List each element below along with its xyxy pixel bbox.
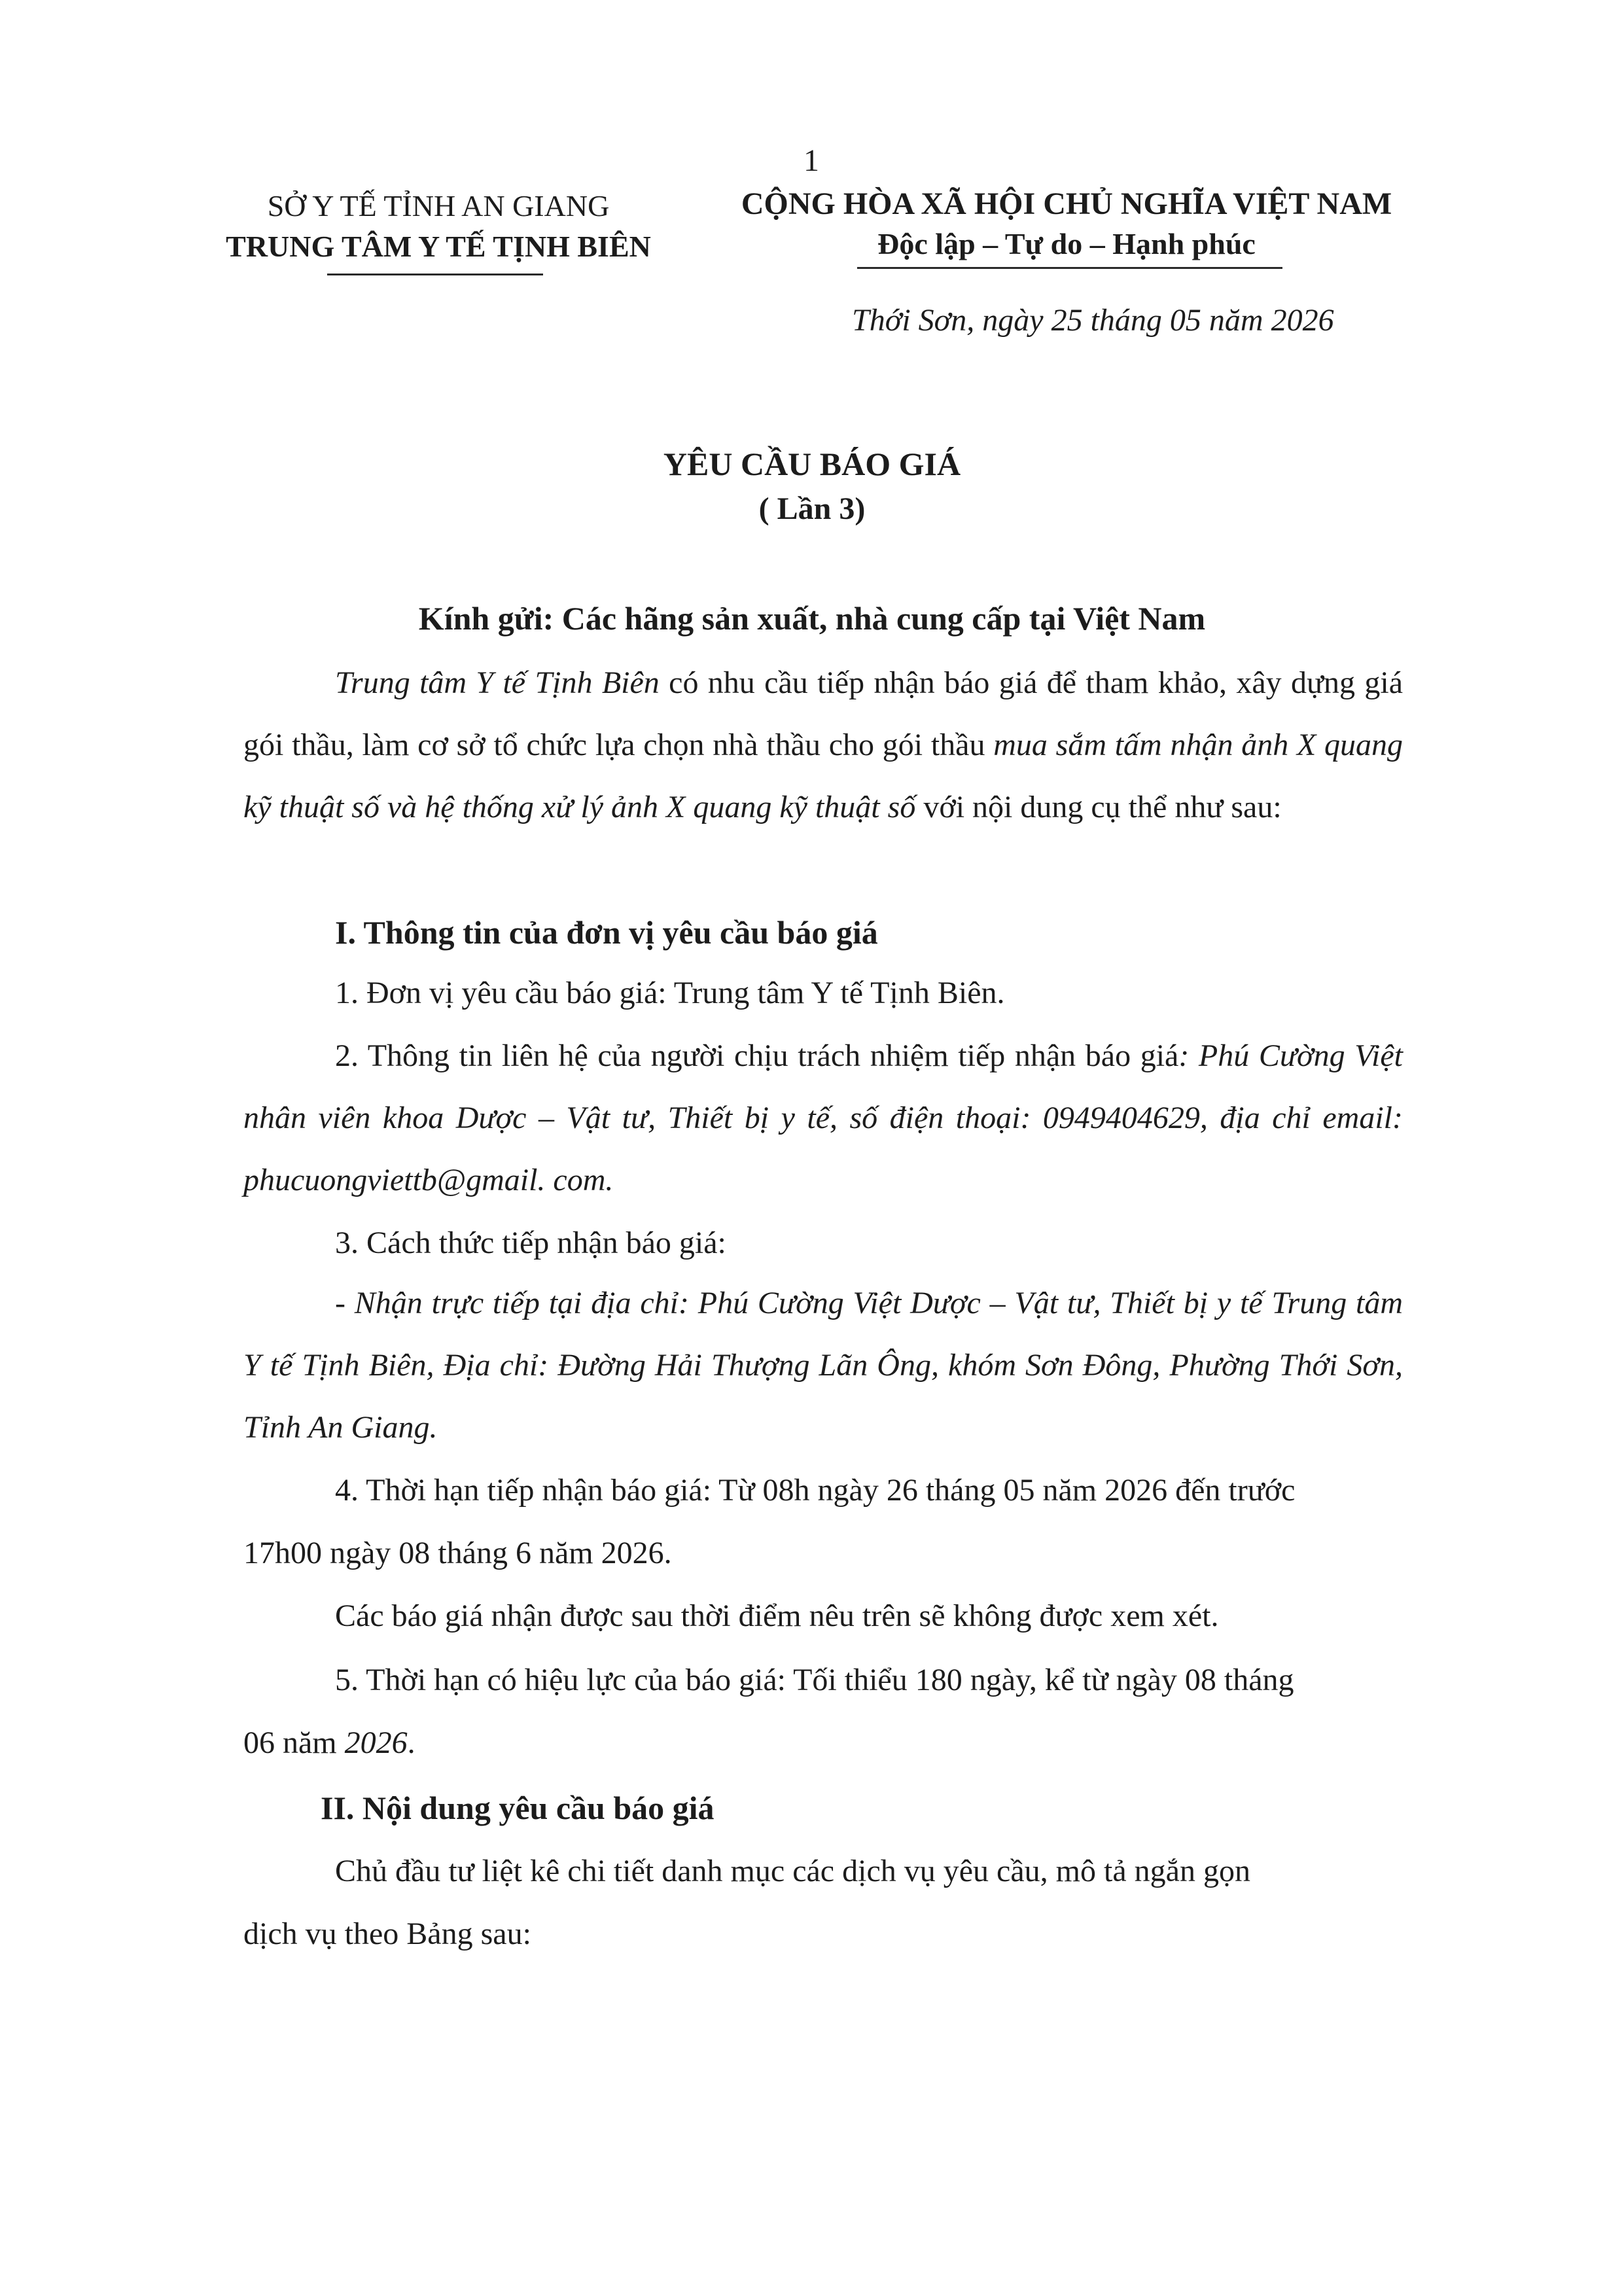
intro-package: mua sắm tấm nhận ảnh X quang kỹ thuật số và hệ thống xử lý ảnh X quang kỹ thuật số — [243, 728, 1403, 824]
section-1-item-5-line-1: 5. Thời hạn có hiệu lực của báo giá: Tối thiểu 180 ngày, kể từ ngày 08 tháng — [335, 1663, 1294, 1697]
section-1-item-2 — [243, 1025, 1403, 1211]
date-line: Thới Sơn, ngày 25 tháng 05 năm 2026 — [852, 303, 1334, 338]
item-2-contact: : Phú Cường Việt nhân viên khoa Dược – Vật tư, Thiết bị y tế, số điện thoại: 0949404629, địa chỉ email: phucuongviettb@gmail. com. — [243, 1038, 1403, 1197]
section-1-item-1: 1. Đơn vị yêu cầu báo giá: Trung tâm Y tế Tịnh Biên. — [335, 976, 1005, 1010]
left-header-underline — [327, 274, 543, 275]
right-header-underline — [857, 267, 1282, 269]
item-5-text-c: . — [407, 1725, 415, 1760]
agency-name: SỞ Y TẾ TỈNH AN GIANG — [267, 189, 610, 222]
document-subtitle: ( Lần 3) — [758, 491, 866, 526]
page-number: 1 — [803, 143, 819, 178]
item-5-text-a: 06 năm — [243, 1725, 345, 1760]
section-1-item-3: 3. Cách thức tiếp nhận báo giá: — [335, 1226, 726, 1260]
intro-text-1: có nhu cầu tiếp nhận báo giá để tham khảo, xây dựng giá gói thầu, làm cơ sở tổ chức lựa chọn nhà thầu cho gói thầu — [243, 665, 1403, 762]
section-1-heading: I. Thông tin của đơn vị yêu cầu báo giá — [335, 914, 878, 951]
section-2-text-line-1: Chủ đầu tư liệt kê chi tiết danh mục các dịch vụ yêu cầu, mô tả ngắn gọn — [335, 1854, 1250, 1888]
national-title: CỘNG HÒA XÃ HỘI CHỦ NGHĨA VIỆT NAM — [741, 186, 1392, 221]
item-3-detail-text: - Nhận trực tiếp tại địa chỉ: Phú Cường Việt Dược – Vật tư, Thiết bị y tế Trung tâm Y tế Tịnh Biên, Địa chỉ: Đường Hải Thượng Lãn Ông, khóm Sơn Đông, Phường Thới Sơn, Tỉnh An Giang. — [243, 1286, 1403, 1445]
section-1-item-4-note: Các báo giá nhận được sau thời điểm nêu trên sẽ không được xem xét. — [335, 1598, 1219, 1633]
section-1-item-4-line-1: 4. Thời hạn tiếp nhận báo giá: Từ 08h ngày 26 tháng 05 năm 2026 đến trước — [335, 1473, 1296, 1508]
recipient-line: Kính gửi: Các hãng sản xuất, nhà cung cấp tại Việt Nam — [418, 600, 1206, 637]
intro-org: Trung tâm Y tế Tịnh Biên — [335, 665, 660, 700]
section-1-item-3-detail — [243, 1272, 1403, 1458]
document-title: YÊU CẦU BÁO GIÁ — [663, 446, 961, 482]
item-2-label: 2. Thông tin liên hệ của người chịu trách nhiệm tiếp nhận báo giá — [335, 1038, 1179, 1073]
intro-paragraph — [243, 652, 1403, 838]
section-2-heading: II. Nội dung yêu cầu báo giá — [321, 1790, 715, 1826]
section-2-text-line-2: dịch vụ theo Bảng sau: — [243, 1916, 531, 1951]
item-5-year: 2026 — [344, 1725, 408, 1760]
section-1-item-5-line-2 — [243, 1725, 415, 1761]
organization-name: TRUNG TÂM Y TẾ TỊNH BIÊN — [226, 230, 651, 263]
national-motto: Độc lập – Tự do – Hạnh phúc — [877, 227, 1256, 260]
section-1-item-4-line-2: 17h00 ngày 08 tháng 6 năm 2026. — [243, 1536, 672, 1570]
intro-text-2: với nội dung cụ thể như sau: — [915, 790, 1282, 824]
